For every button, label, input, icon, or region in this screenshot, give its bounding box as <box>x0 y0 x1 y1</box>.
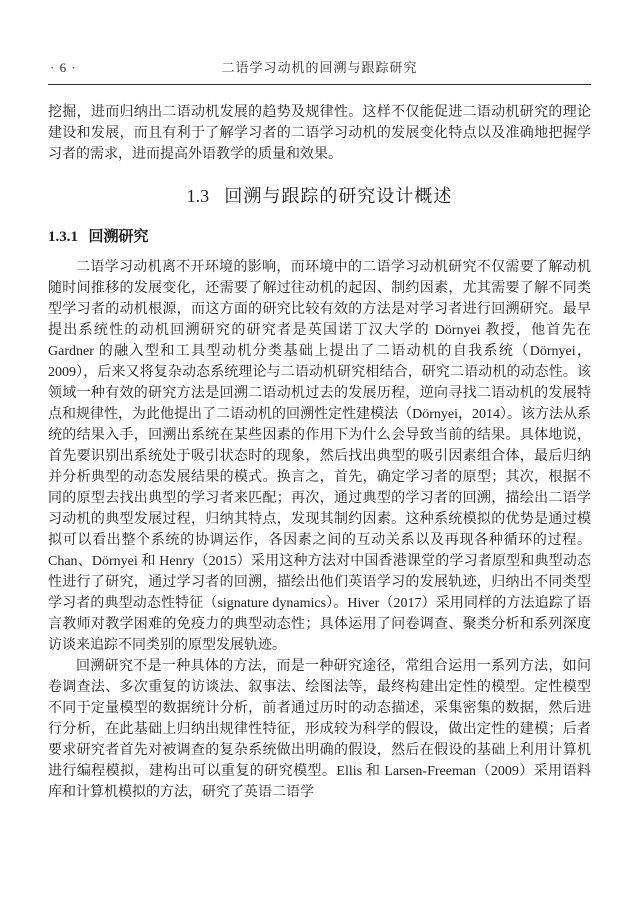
subsection-number: 1.3.1 <box>48 229 78 245</box>
subsection-title: 回溯研究 <box>88 228 149 245</box>
section-title: 回溯与跟踪的研究设计概述 <box>224 186 453 206</box>
subsection-heading <box>48 226 591 248</box>
section-heading <box>48 183 591 209</box>
paragraph-retrodictive-research: 二语学习动机离不开环境的影响，而环境中的二语学习动机研究不仅需要了解动机随时间推移的发展变化，还需要了解过往动机的起因、制约因素，尤其需要了解不同类型学习者的动机根源，而这方面的研究比较有效的方法是对学习者进行回溯研究。最早提出系统性的动机回溯研究的研究者是英国诺丁汉大学的 Dörnyei 教授，他首先在 Gardner 的融入型和工具型动机分类基础上提出了二语动机的自我系统（Dörnyei，2009），后来又将复杂动态系统理论与二语动机研究相结合，研究二语动机的动态性。该领域一种有效的研究方法是回溯二语动机过去的发展历程，逆向寻找二语动机的发展特点和规律性，为此他提出了二语动机的回溯性定性建模法（Dörnyei，2014）。该方法从系统的结果入手，回溯出系统在某些因素的作用下为什么会导致当前的结果。具体地说，首先要识别出系统处于吸引状态时的现象，然后找出典型的吸引因素组合体，最后归纳并分析典型的动态发展结果的模式。换言之，首先，确定学习者的原型；其次，根据不同的原型去找出典型的学习者来匹配；再次，通过典型的学习者的回溯，描绘出二语学习动机的典型发展过程，归纳其特点，发现其制约因素。这种系统模拟的优势是通过模拟可以看出整个系统的协调运作，各因素之间的互动关系以及再现各种循环的过程。Chan、Dörnyei 和 Henry（2015）采用这种方法对中国香港课堂的学习者原型和典型动态性进行了研究，通过学习者的回溯，描绘出他们英语学习的发展轨迹，归纳出不同类型学习者的典型动态性特征（signature dynamics）。Hiver（2017）采用同样的方法追踪了语言教师对教学困难的免疫力的典型动态性；具体运用了问卷调查、聚类分析和系列深度访谈来追踪不同类别的原型发展轨迹。 <box>48 260 591 653</box>
page-number: · 6 · <box>50 60 77 75</box>
running-title: 二语学习动机的回溯与跟踪研究 <box>221 60 418 75</box>
section-number: 1.3 <box>186 186 210 206</box>
page-header <box>48 58 591 85</box>
paragraph-continuation: 挖掘，进而归纳出二语动机发展的趋势及规律性。这样不仅能促进二语动机研究的理论建设和发展，而且有利于了解学习者的二语学习动机的发展变化特点以及准确地把握学习者的需求，进而提高外语教学的质量和效果。 <box>48 105 591 162</box>
paragraph-research-approach: 回溯研究不是一种具体的方法，而是一种研究途径，常组合运用一系列方法，如问卷调查法、多次重复的访谈法、叙事法、绘图法等，最终构建出定性的模型。定性模型不同于定量模型的数据统计分析，前者通过历时的动态描述，采集密集的数据，然后进行分析，在此基础上归纳出规律性特征，形成较为科学的假设，做出定性的建模；后者要求研究者首先对被调查的复杂系统做出明确的假设，然后在假设的基础上利用计算机进行编程模拟，建构出可以重复的研究模型。Ellis 和 Larsen-Freeman（2009）采用语料库和计算机模拟的方法，研究了英语二语学 <box>48 659 591 800</box>
